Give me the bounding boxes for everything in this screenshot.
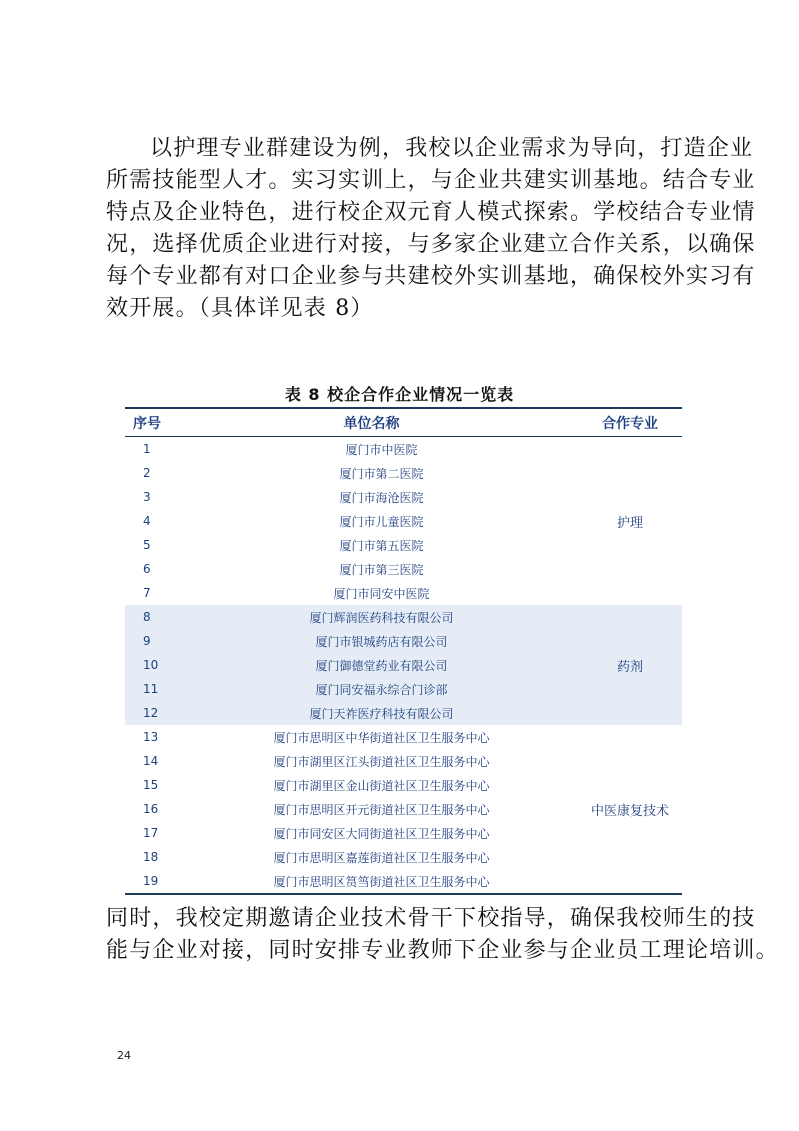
row-index: 7	[143, 586, 151, 600]
row-name: 厦门市同安中医院	[333, 586, 430, 601]
row-name: 厦门市银城药店有限公司	[315, 634, 448, 649]
row-name: 厦门同安福永综合门诊部	[315, 682, 448, 697]
header-index: 序号	[133, 415, 161, 432]
table-group	[125, 605, 682, 725]
row-index: 14	[143, 754, 159, 768]
row-name: 厦门市思明区开元街道社区卫生服务中心	[273, 802, 490, 817]
group-major: 药剂	[616, 659, 643, 675]
row-name: 厦门市思明区筼筜街道社区卫生服务中心	[273, 874, 490, 889]
row-index: 13	[143, 730, 159, 744]
paragraph-line: 同时，我校定期邀请企业技术骨干下校指导，确保我校师生的技	[106, 906, 756, 931]
paragraph-line: 以护理专业群建设为例，我校以企业需求为导向，打造企业	[150, 136, 754, 161]
row-name: 厦门市湖里区江头街道社区卫生服务中心	[273, 754, 490, 769]
row-index: 15	[143, 778, 159, 792]
row-index: 6	[143, 562, 151, 576]
row-index: 2	[143, 466, 151, 480]
row-index: 9	[143, 634, 151, 648]
row-name: 厦门市中医院	[345, 442, 418, 457]
row-index: 10	[143, 658, 159, 672]
row-name: 厦门辉润医药科技有限公司	[309, 610, 454, 625]
header-major: 合作专业	[602, 415, 658, 432]
paragraph-line: 效开展。（具体详见表 8）	[106, 296, 374, 321]
paragraph-line: 况，选择优质企业进行对接，与多家企业建立合作关系，以确保	[106, 232, 756, 257]
table-bottom-rule	[125, 893, 682, 895]
row-index: 4	[143, 514, 151, 528]
row-name: 厦门市第二医院	[339, 466, 424, 481]
table-group	[125, 725, 682, 893]
table-group	[125, 437, 682, 605]
header-name: 单位名称	[343, 415, 400, 432]
row-name: 厦门市思明区中华街道社区卫生服务中心	[273, 730, 490, 745]
row-name: 厦门市第五医院	[339, 538, 424, 553]
row-name: 厦门天祚医疗科技有限公司	[309, 706, 454, 721]
paragraph-line: 每个专业都有对口企业参与共建校外实训基地，确保校外实习有	[106, 264, 756, 289]
row-name: 厦门市同安区大同街道社区卫生服务中心	[273, 826, 490, 841]
row-index: 19	[143, 874, 159, 888]
row-index: 16	[143, 802, 159, 816]
table-header-row	[125, 409, 682, 437]
row-index: 5	[143, 538, 151, 552]
row-index: 8	[143, 610, 151, 624]
row-name: 厦门市湖里区金山街道社区卫生服务中心	[273, 778, 490, 793]
row-index: 1	[143, 442, 151, 456]
paragraph-line: 能与企业对接，同时安排专业教师下企业参与企业员工理论培训。	[106, 938, 779, 963]
row-index: 3	[143, 490, 151, 504]
intro-paragraph	[106, 133, 756, 325]
table-body	[125, 437, 682, 893]
row-name: 厦门御德堂药业有限公司	[315, 658, 448, 673]
row-index: 11	[143, 682, 159, 696]
paragraph-line: 所需技能型人才。实习实训上，与企业共建实训基地。结合专业	[106, 168, 756, 193]
row-index: 12	[143, 706, 159, 720]
closing-paragraph	[106, 903, 779, 967]
row-name: 厦门市思明区嘉莲街道社区卫生服务中心	[273, 850, 490, 865]
row-name: 厦门市儿童医院	[339, 514, 424, 529]
table-caption: 表 8 校企合作企业情况一览表	[284, 385, 515, 404]
group-major: 护理	[616, 515, 643, 531]
paragraph-line: 特点及企业特色，进行校企双元育人模式探索。学校结合专业情	[106, 200, 756, 225]
row-name: 厦门市海沧医院	[339, 490, 424, 505]
row-index: 17	[143, 826, 159, 840]
row-index: 18	[143, 850, 159, 864]
group-major: 中医康复技术	[590, 803, 669, 819]
row-name: 厦门市第三医院	[339, 562, 424, 577]
page-number: 24	[117, 1049, 131, 1062]
cooperation-table	[125, 407, 682, 895]
